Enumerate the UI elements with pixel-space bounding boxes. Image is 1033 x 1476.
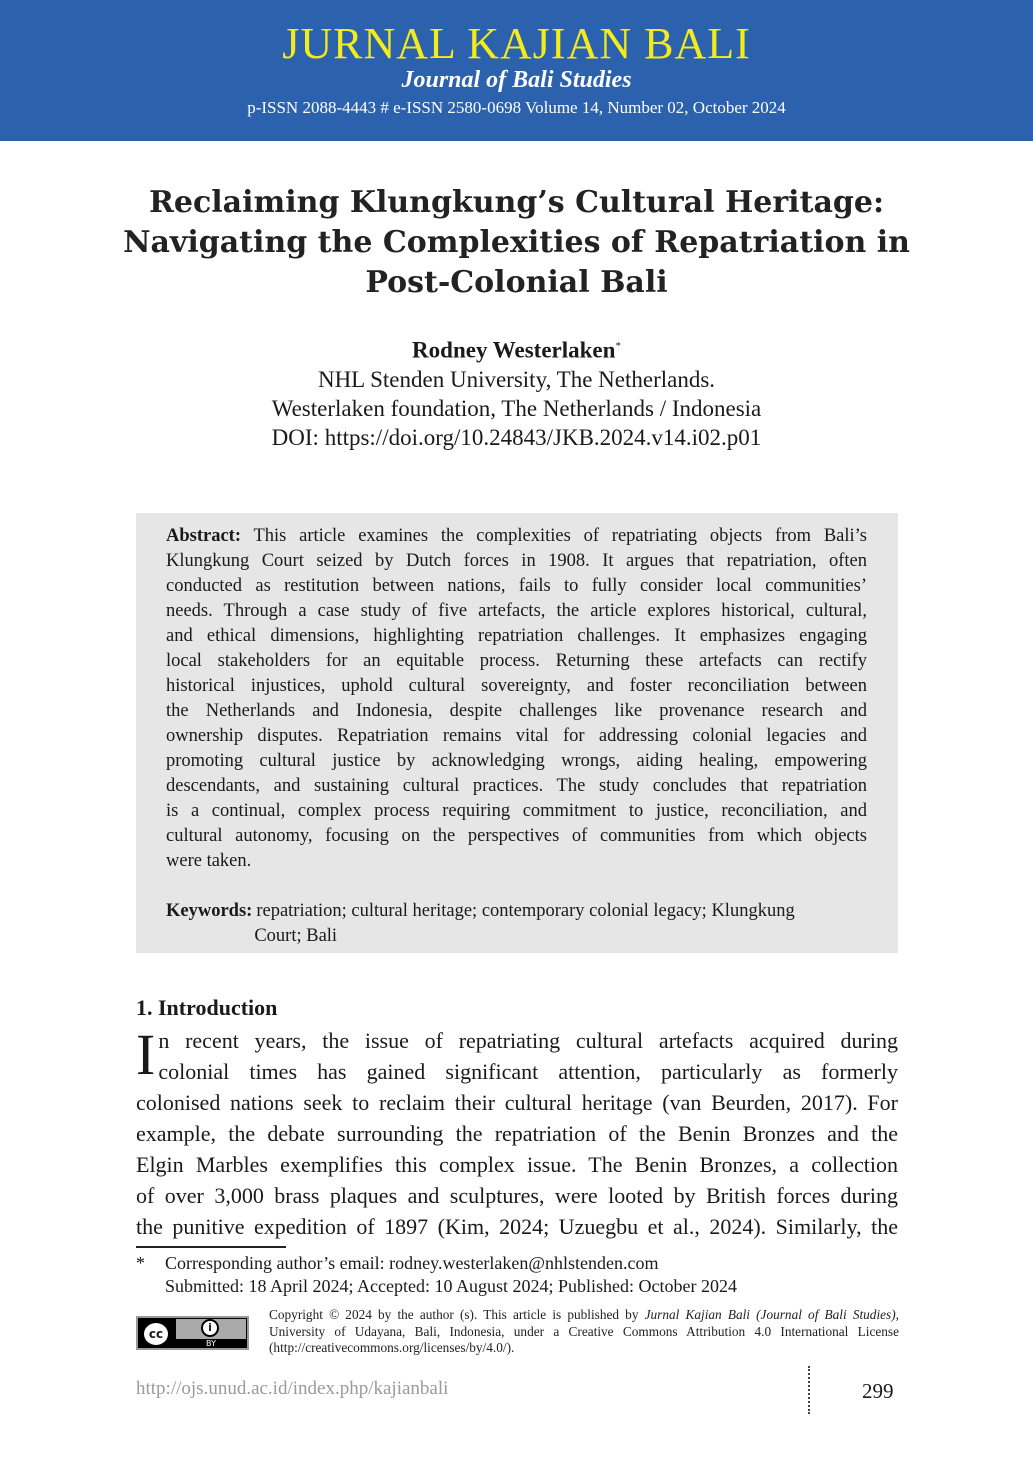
abstract-line — [166, 824, 867, 849]
affiliation: NHL Stenden University, The Netherlands. — [317, 366, 716, 392]
keywords-line: repatriation; cultural heritage; contemporary colonial legacy; Klungkung — [256, 901, 795, 921]
abstract-line — [166, 724, 867, 749]
abstract-line — [166, 524, 867, 549]
keywords-label: Keywords: — [166, 901, 253, 921]
abstract-line — [166, 849, 867, 874]
author-block — [0, 332, 1033, 452]
abstract-text: ownership disputes. Repatriation remains vital for addressing colonial legacies and — [166, 726, 867, 746]
submission-dates: Submitted: 18 April 2024; Accepted: 10 August 2024; Published: October 2024 — [165, 1276, 737, 1296]
journal-url[interactable]: http://ojs.unud.ac.id/index.php/kajianbali — [136, 1378, 449, 1399]
attribution-person-icon: i — [201, 1319, 219, 1337]
copyright-text: Copyright © 2024 by the author (s). This article is published by — [269, 1307, 645, 1322]
copyright-license: , University of Udayana, Bali, Indonesia, under a Creative Commons Attribution 4.0 International License (http://creativecommons.org/licenses/by/4.0/). — [269, 1307, 899, 1355]
abstract-line — [166, 774, 867, 799]
dotted-divider — [808, 1366, 810, 1414]
paragraph-line: colonised nations seek to reclaim their cultural heritage (van Beurden, 2017). For — [136, 1090, 898, 1115]
page-number: 299 — [862, 1379, 894, 1403]
footnote — [136, 1252, 737, 1298]
abstract-line — [166, 599, 867, 624]
cc-icon: cc — [141, 1320, 171, 1348]
abstract-line — [166, 699, 867, 724]
affiliation: Westerlaken foundation, The Netherlands / Indonesia — [271, 395, 762, 421]
abstract-text: descendants, and sustaining cultural practices. The study concludes that repatriation — [166, 776, 867, 796]
doi-link[interactable]: DOI: https://doi.org/10.24843/JKB.2024.v14.i02.p01 — [271, 424, 762, 450]
abstract-text: Klungkung Court seized by Dutch forces in 1908. It argues that repatriation, often — [166, 551, 867, 571]
abstract-line — [166, 674, 867, 699]
abstract-text: This article examines the complexities of repatriating objects from Bali’s — [253, 526, 867, 546]
abstract-text: is a continual, complex process requiring commitment to justice, reconciliation, and — [166, 801, 867, 821]
abstract-text: local stakeholders for an equitable process. Returning these artefacts can rectify — [166, 651, 867, 671]
abstract-line — [166, 749, 867, 774]
abstract-line — [166, 574, 867, 599]
abstract-text: historical injustices, uphold cultural sovereignty, and foster reconciliation between — [166, 676, 867, 696]
cc-by-license-icon[interactable] — [136, 1316, 249, 1350]
journal-name: JURNAL KAJIAN BALI — [282, 19, 751, 68]
abstract-line — [166, 649, 867, 674]
paragraph-line: the punitive expedition of 1897 (Kim, 2024; Uzuegbu et al., 2024). Similarly, the — [136, 1214, 898, 1239]
paragraph-line: Elgin Marbles exemplifies this complex issue. The Benin Bronzes, a collection — [136, 1152, 898, 1177]
paragraph-line: colonial times has gained significant attention, particularly as formerly — [158, 1059, 898, 1084]
abstract-text: promoting cultural justice by acknowledging wrongs, aiding healing, empowering — [166, 751, 867, 771]
keywords-line: Court; Bali — [254, 926, 338, 946]
abstract-text: conducted as restitution between nations, fails to fully consider local communities’ — [166, 576, 867, 596]
paragraph-line: n recent years, the issue of repatriating cultural artefacts acquired during — [158, 1028, 898, 1053]
abstract-box — [136, 513, 898, 953]
issn-line: p-ISSN 2088-4443 # e-ISSN 2580-0698 Volume 14, Number 02, October 2024 — [247, 98, 786, 117]
section-heading: 1. Introduction — [136, 995, 278, 1020]
article-title — [0, 183, 1033, 303]
title-line: Reclaiming Klungkung’s Cultural Heritage: — [148, 185, 885, 220]
drop-cap: I — [136, 1022, 156, 1087]
footnote-mark: * — [136, 1253, 145, 1273]
journal-header — [0, 0, 1033, 141]
abstract-text: cultural autonomy, focusing on the perspectives of communities from which objects — [166, 826, 867, 846]
introduction-body — [136, 1022, 898, 1242]
abstract-text: the Netherlands and Indonesia, despite challenges like provenance research and — [166, 701, 867, 721]
author-name: Rodney Westerlaken — [412, 337, 616, 363]
abstract-line — [166, 624, 867, 649]
abstract-line — [166, 549, 867, 574]
corresponding-email: Corresponding author’s email: rodney.westerlaken@nhlstenden.com — [165, 1253, 659, 1273]
abstract-text: were taken. — [166, 851, 252, 871]
footnote-rule — [136, 1246, 286, 1248]
paragraph-line: example, the debate surrounding the repatriation of the Benin Bronzes and the — [136, 1121, 898, 1146]
abstract-text: and ethical dimensions, highlighting repatriation challenges. It emphasizes engaging — [166, 626, 867, 646]
abstract-label: Abstract: — [166, 526, 242, 546]
paragraph-line: of over 3,000 brass plaques and sculptures, were looted by British forces during — [136, 1183, 898, 1208]
abstract-line — [166, 799, 867, 824]
abstract-text: needs. Through a case study of five artefacts, the article explores historical, cultural, — [166, 601, 867, 621]
by-label: BY — [206, 1339, 216, 1348]
copyright-notice — [269, 1307, 899, 1357]
copyright-journal: Jurnal Kajian Bali (Journal of Bali Studies) — [644, 1307, 896, 1322]
keywords — [166, 899, 867, 949]
journal-subtitle: Journal of Bali Studies — [401, 67, 632, 93]
author-mark: * — [615, 340, 621, 352]
title-line: Post-Colonial Bali — [365, 265, 668, 300]
title-line: Navigating the Complexities of Repatriation in — [123, 225, 910, 260]
